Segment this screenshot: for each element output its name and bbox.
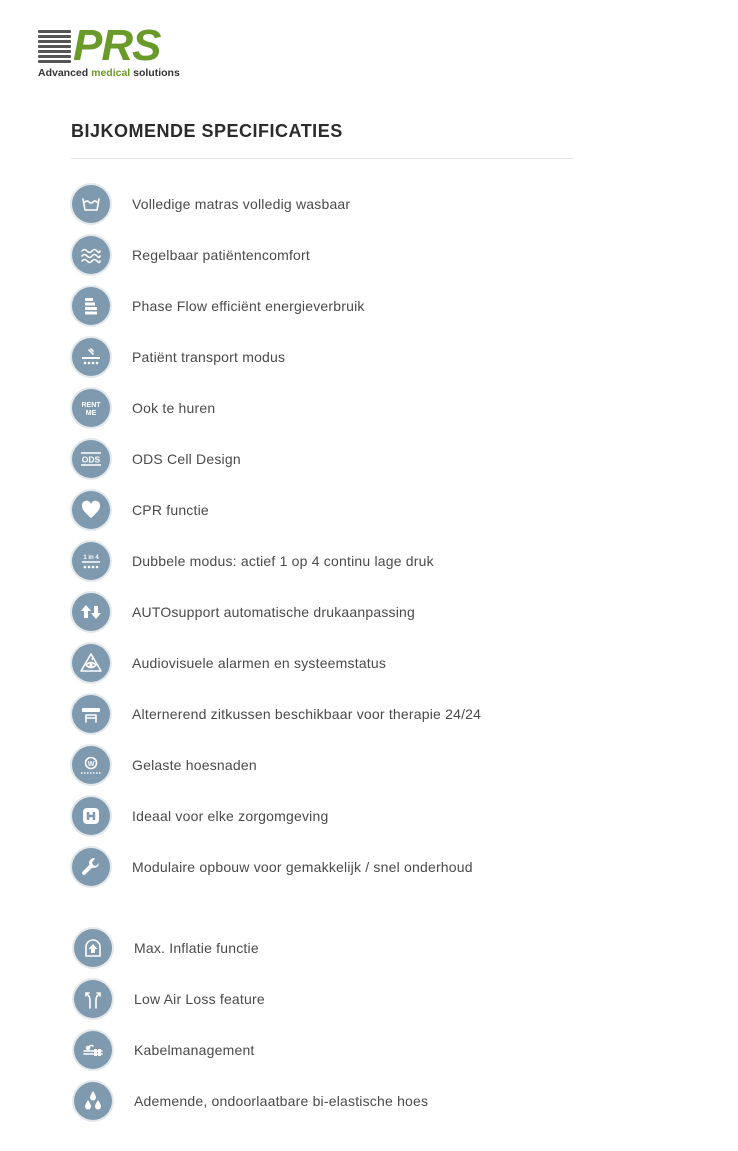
spec-label: Ideaal voor elke zorgomgeving	[132, 807, 329, 824]
rent-me-icon	[72, 389, 110, 427]
heart-icon	[72, 491, 110, 529]
spec-label: Ook te huren	[132, 399, 216, 416]
ods-icon	[72, 440, 110, 478]
cable-icon	[74, 1031, 112, 1069]
spec-item	[72, 535, 481, 586]
spec-item	[72, 637, 481, 688]
alarm-icon	[72, 644, 110, 682]
spec-label: Volledige matras volledig wasbaar	[132, 195, 351, 212]
dual-mode-icon	[72, 542, 110, 580]
svg-text:RENT: RENT	[81, 401, 101, 409]
spec-label: Ademende, ondoorlaatbare bi-elastische hoes	[134, 1092, 429, 1109]
spec-item	[74, 1075, 428, 1126]
spec-item	[72, 841, 481, 892]
spec-item	[72, 280, 481, 331]
spec-label: Kabelmanagement	[134, 1041, 255, 1058]
spec-label: Modulaire opbouw voor gemakkelijk / snel onderhoud	[132, 858, 473, 875]
phase-flow-icon	[72, 287, 110, 325]
wash-icon	[72, 185, 110, 223]
spec-item	[72, 229, 481, 280]
spec-list	[72, 178, 481, 892]
spec-item	[72, 688, 481, 739]
spec-item	[74, 1024, 428, 1075]
spec-item	[74, 973, 428, 1024]
spec-label: Audiovisuele alarmen en systeemstatus	[132, 654, 387, 671]
logo-tagline: Advanced medical solutions	[38, 67, 180, 79]
spec-label: Max. Inflatie functie	[134, 939, 259, 956]
wrench-icon	[72, 848, 110, 886]
logo-wordmark: PRS	[73, 21, 161, 70]
title-divider	[71, 158, 573, 159]
waves-icon	[72, 236, 110, 274]
drops-icon	[74, 1082, 112, 1120]
svg-text:W: W	[87, 760, 95, 768]
cushion-icon	[72, 695, 110, 733]
spec-label: Gelaste hoesnaden	[132, 756, 257, 773]
spec-label: ODS Cell Design	[132, 450, 241, 467]
hospital-icon	[72, 797, 110, 835]
spec-label: AUTOsupport automatische drukaanpassing	[132, 603, 416, 620]
spec-item	[72, 331, 481, 382]
spec-item	[74, 922, 428, 973]
spec-item	[72, 178, 481, 229]
low-air-loss-icon	[74, 980, 112, 1018]
logo-bars-icon	[38, 30, 71, 65]
spec-item	[72, 586, 481, 637]
spec-item	[72, 433, 481, 484]
svg-text:ODS: ODS	[81, 454, 101, 464]
spec-label: Alternerend zitkussen beschikbaar voor therapie 24/24	[132, 705, 482, 722]
extra-spec-list	[74, 922, 428, 1126]
prs-logo	[38, 21, 188, 82]
spec-label: Phase Flow efficiënt energieverbruik	[132, 297, 365, 314]
spec-item	[72, 484, 481, 535]
spec-item	[72, 790, 481, 841]
page-title: BIJKOMENDE SPECIFICATIES	[71, 121, 343, 141]
max-inflate-icon	[74, 929, 112, 967]
spec-item	[72, 739, 481, 790]
svg-text:ME: ME	[85, 409, 97, 417]
svg-text:1 in 4: 1 in 4	[83, 554, 99, 561]
spec-label: Patiënt transport modus	[132, 348, 286, 365]
welded-seam-icon	[72, 746, 110, 784]
spec-label: Low Air Loss feature	[134, 990, 265, 1007]
arrows-updown-icon	[72, 593, 110, 631]
spec-label: Regelbaar patiëntencomfort	[132, 246, 310, 263]
spec-label: Dubbele modus: actief 1 op 4 continu lage druk	[132, 552, 434, 569]
spec-label: CPR functie	[132, 501, 209, 518]
spec-item	[72, 382, 481, 433]
transport-icon	[72, 338, 110, 376]
